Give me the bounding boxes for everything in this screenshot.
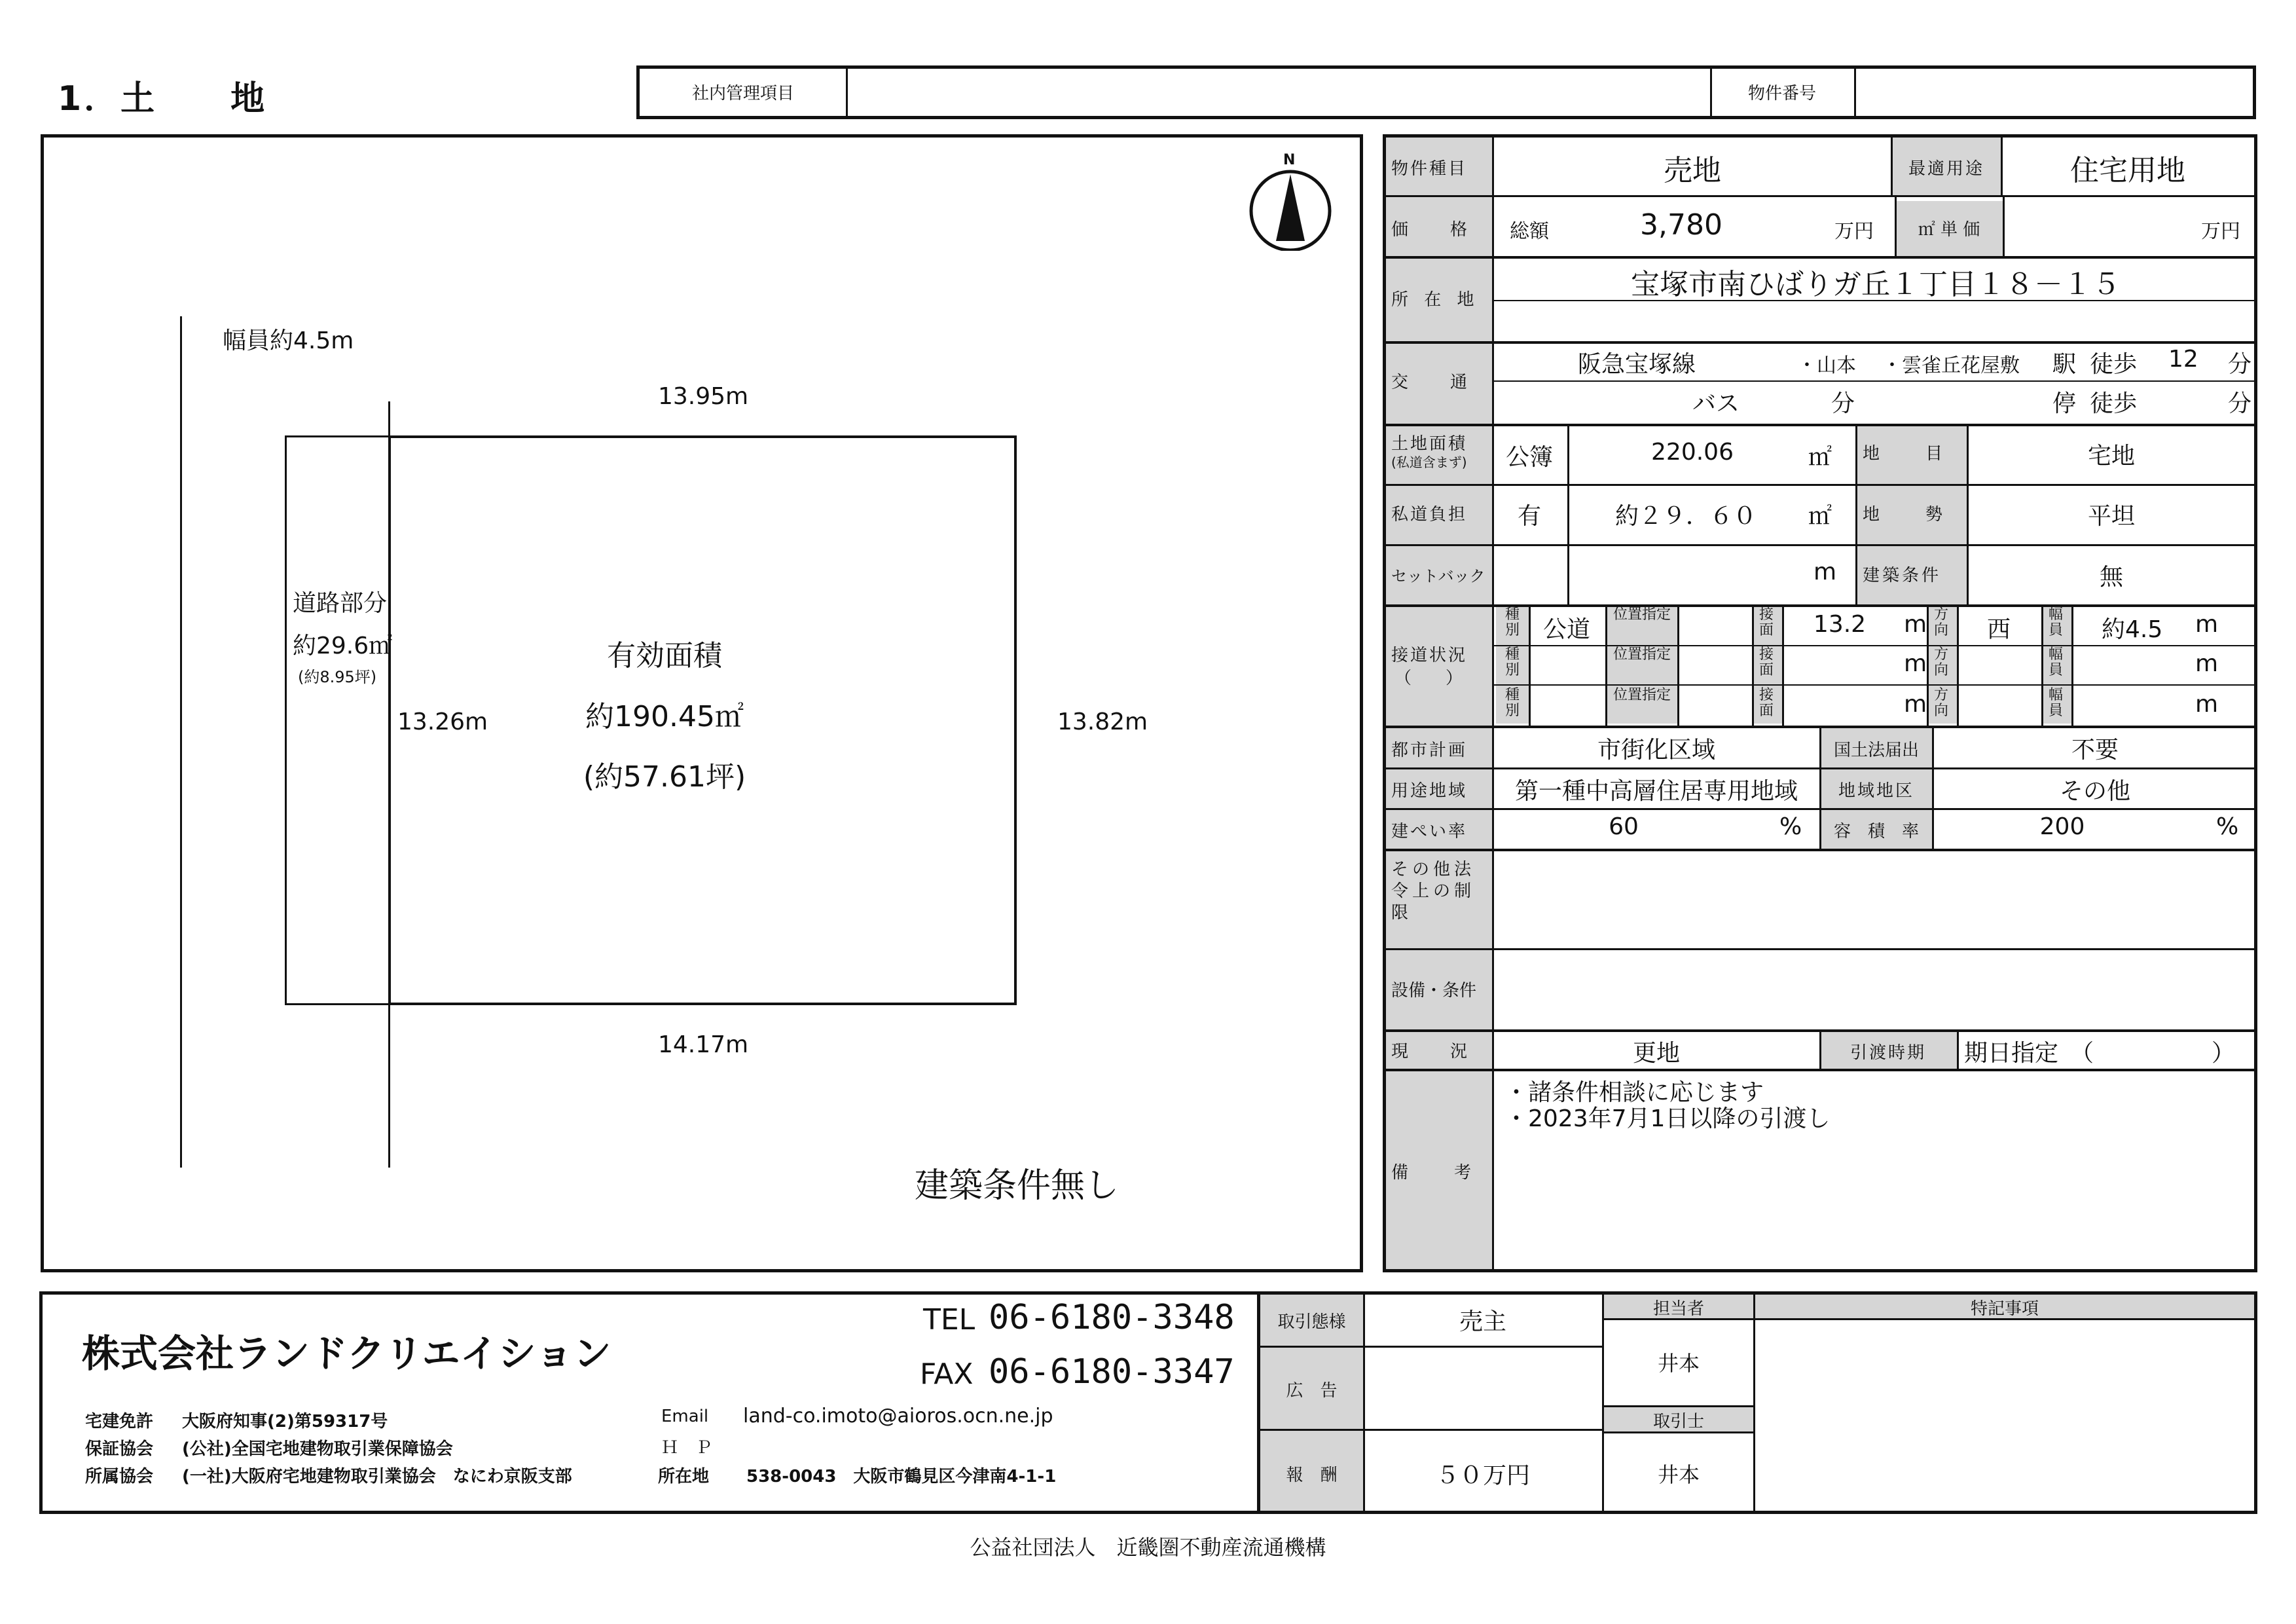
city-planning-label: 都市計画 <box>1391 741 1468 760</box>
land-area-unit: ㎡ <box>1808 444 1832 471</box>
road1-width-unit: m <box>2195 611 2219 638</box>
coverage-unit: % <box>1779 813 1802 840</box>
price-unit: 万円 <box>1834 220 1874 243</box>
private-road-area: 約２９．６０ <box>1614 503 1757 530</box>
building-condition-note: 建築条件無し <box>915 1166 1120 1206</box>
road2-direction-label: 方向 <box>1933 646 1948 678</box>
setback-unit: m <box>1813 559 1837 585</box>
road3-frontage-unit: m <box>1904 691 1927 718</box>
tel-label: TEL <box>923 1303 975 1337</box>
office-address-value: 538-0043 大阪市鶴見区今津南4-1-1 <box>746 1467 1057 1486</box>
fax-label: FAX <box>920 1357 974 1391</box>
road1-width-label: 幅員 <box>2048 606 2063 638</box>
kokudo-label: 国土法届出 <box>1833 741 1919 760</box>
chimoku-value: 宅地 <box>2087 443 2135 470</box>
road-access-label: 接道状況 <box>1391 646 1468 665</box>
office-address-label: 所在地 <box>658 1467 710 1486</box>
minutes-suffix: 分 <box>2228 351 2252 378</box>
current-status-value: 更地 <box>1632 1040 1680 1067</box>
transaction-type-label: 取引態様 <box>1277 1312 1346 1332</box>
email-label: Email <box>661 1407 709 1426</box>
special-notes-label: 特記事項 <box>1970 1299 2039 1319</box>
chimoku-label: 地 目 <box>1863 444 1947 464</box>
traffic-label: 交 通 <box>1391 373 1470 392</box>
commission-value: ５０万円 <box>1435 1462 1530 1489</box>
walk-label-2: 徒歩 <box>2090 390 2138 417</box>
road3-type-label: 種別 <box>1504 687 1520 719</box>
station-2: ・雲雀丘花屋敷 <box>1882 354 2020 377</box>
road2-frontage-label: 接面 <box>1758 646 1774 678</box>
road1-type: 公道 <box>1543 616 1591 643</box>
address-value: 宝塚市南ひばりガ丘１丁目１８－１５ <box>1631 268 2121 301</box>
road-part-outline <box>285 435 388 1005</box>
effective-area-value: 約190.45㎡ <box>585 700 744 733</box>
road1-position-label: 位置指定 <box>1613 606 1671 623</box>
zoning-value: 第一種中高層住居専用地域 <box>1514 778 1798 805</box>
top-length-label: 13.95m <box>658 383 749 410</box>
association-label: 所属協会 <box>85 1467 154 1486</box>
north-arrow-icon <box>1247 156 1334 251</box>
tel-number[interactable]: 06-6180-3348 <box>989 1298 1235 1337</box>
remarks-label: 備 考 <box>1391 1163 1476 1183</box>
road-width-label: 幅員約4.5m <box>223 327 354 354</box>
address-label: 所 在 地 <box>1391 290 1480 310</box>
guarantee-label: 保証協会 <box>85 1439 154 1459</box>
bottom-length-label: 14.17m <box>658 1031 749 1058</box>
road3-width-unit: m <box>2195 691 2219 718</box>
private-road-label: 私道負担 <box>1391 505 1468 525</box>
road2-width-label: 幅員 <box>2048 646 2063 678</box>
price-value: 3,780 <box>1640 208 1722 242</box>
guarantee-value: (公社)全国宅地建物取引業保障協会 <box>182 1439 453 1459</box>
remarks-line-1: ・諸条件相談に応じます <box>1504 1079 1764 1106</box>
district-label: 地域地区 <box>1838 781 1914 801</box>
other-regulations-label: その他法令上の制限 <box>1391 860 1476 923</box>
zoning-label: 用途地域 <box>1391 781 1468 801</box>
effective-area-tsubo: (約57.61坪) <box>583 760 746 794</box>
coverage-value: 60 <box>1609 813 1639 840</box>
road3-position-label: 位置指定 <box>1613 687 1671 703</box>
handover-value: 期日指定 （ ） <box>1964 1040 2236 1067</box>
broker-value: 井本 <box>1657 1462 1700 1487</box>
station-1: ・山本 <box>1797 354 1856 377</box>
internal-management-label: 社内管理項目 <box>691 84 794 103</box>
advertising-label: 広 告 <box>1286 1381 1338 1401</box>
current-status-label: 現 況 <box>1391 1042 1470 1061</box>
type-value: 売地 <box>1664 154 1721 187</box>
far-label: 容 積 率 <box>1833 822 1919 841</box>
far-value: 200 <box>2039 813 2085 840</box>
kenchiku-label: 建築条件 <box>1863 566 1942 585</box>
license-value: 大阪府知事(2)第59317号 <box>182 1412 388 1431</box>
use-value: 住宅用地 <box>2070 154 2185 187</box>
bus-label: バス <box>1692 390 1740 417</box>
transaction-type-value: 売主 <box>1459 1308 1506 1335</box>
total-label: 総額 <box>1510 220 1549 243</box>
organization-name: 公益社団法人 近畿圏不動産流通機構 <box>970 1535 1326 1560</box>
road1-frontage-unit: m <box>1904 611 1927 638</box>
commission-label: 報 酬 <box>1286 1466 1338 1485</box>
property-number-label: 物件番号 <box>1747 84 1816 103</box>
road-part-label: 道路部分 <box>293 590 388 617</box>
association-value: (一社)大阪府宅地建物取引業協会 なにわ京阪支部 <box>182 1467 572 1486</box>
header-box <box>636 65 2256 119</box>
price-label: 価 格 <box>1391 220 1470 240</box>
walk-minutes: 12 <box>2168 346 2198 373</box>
road2-frontage-unit: m <box>1904 650 1927 677</box>
broker-label: 取引士 <box>1652 1412 1704 1431</box>
road3-direction-label: 方向 <box>1933 687 1948 719</box>
chisei-value: 平坦 <box>2087 503 2135 530</box>
remarks-line-2: ・2023年7月1日以降の引渡し <box>1504 1105 1831 1132</box>
use-label: 最適用途 <box>1908 159 1984 179</box>
right-length-label: 13.82m <box>1057 709 1148 735</box>
facilities-label: 設備・条件 <box>1391 981 1477 1001</box>
kenchiku-value: 無 <box>2099 564 2123 591</box>
land-area-sublabel: (私道含まず) <box>1391 454 1467 470</box>
hp-label: Ｈ Ｐ <box>661 1438 713 1458</box>
road3-width-label: 幅員 <box>2048 687 2063 719</box>
left-length-label: 13.26m <box>397 709 488 735</box>
bus-stop-suffix: 停 <box>2052 390 2077 417</box>
land-area-label: 土地面積 <box>1391 434 1468 454</box>
page-title: 1．土 地 <box>58 79 268 119</box>
kokudo-value: 不要 <box>2071 737 2119 764</box>
road2-width-unit: m <box>2195 650 2219 677</box>
chisei-label: 地 勢 <box>1863 505 1947 525</box>
kobo-label: 公簿 <box>1506 444 1554 471</box>
road-part-area: 約29.6㎡ <box>293 633 393 659</box>
road-part-tsubo: (約8.95坪) <box>298 668 377 686</box>
road1-frontage: 13.2 <box>1813 611 1867 638</box>
email-value[interactable]: land-co.imoto@aioros.ocn.ne.jp <box>743 1405 1053 1428</box>
train-line: 阪急宝塚線 <box>1578 351 1696 378</box>
setback-label: セットバック <box>1391 567 1485 585</box>
unit-price-unit: 万円 <box>2201 220 2240 243</box>
road-line-west <box>180 316 182 1168</box>
road1-direction: 西 <box>1987 616 2011 643</box>
private-road-yes: 有 <box>1518 503 1542 530</box>
unit-price-label: ㎡ 単 価 <box>1918 220 1980 240</box>
private-road-unit: ㎡ <box>1808 503 1832 530</box>
road2-position-label: 位置指定 <box>1613 646 1671 663</box>
far-unit: % <box>2216 813 2239 840</box>
district-value: その他 <box>2059 778 2130 805</box>
walk-label: 徒歩 <box>2090 351 2138 378</box>
bus-minutes-suffix: 分 <box>1831 390 1855 417</box>
handover-label: 引渡時期 <box>1850 1043 1926 1063</box>
coverage-label: 建ぺい率 <box>1391 822 1468 841</box>
fax-number: 06-6180-3347 <box>989 1352 1235 1392</box>
company-name: 株式会社ランドクリエイション <box>82 1331 611 1376</box>
road1-direction-label: 方向 <box>1933 606 1948 638</box>
road1-type-label: 種別 <box>1504 606 1520 638</box>
road1-frontage-label: 接面 <box>1758 606 1774 638</box>
license-label: 宅建免許 <box>85 1412 154 1431</box>
effective-area-title: 有効面積 <box>607 639 722 673</box>
agent-value: 井本 <box>1657 1351 1700 1376</box>
road1-width: 約4.5 <box>2102 616 2163 643</box>
road2-type-label: 種別 <box>1504 646 1520 678</box>
land-area-value: 220.06 <box>1651 439 1734 466</box>
city-planning-value: 市街化区域 <box>1597 737 1715 764</box>
type-label: 物件種目 <box>1391 159 1468 179</box>
north-label: N <box>1283 152 1296 168</box>
station-suffix: 駅 <box>2052 351 2077 378</box>
agent-label: 担当者 <box>1652 1299 1704 1319</box>
minutes-suffix-2: 分 <box>2228 390 2252 417</box>
road-access-paren: （ ） <box>1394 669 1463 688</box>
road3-frontage-label: 接面 <box>1758 687 1774 719</box>
